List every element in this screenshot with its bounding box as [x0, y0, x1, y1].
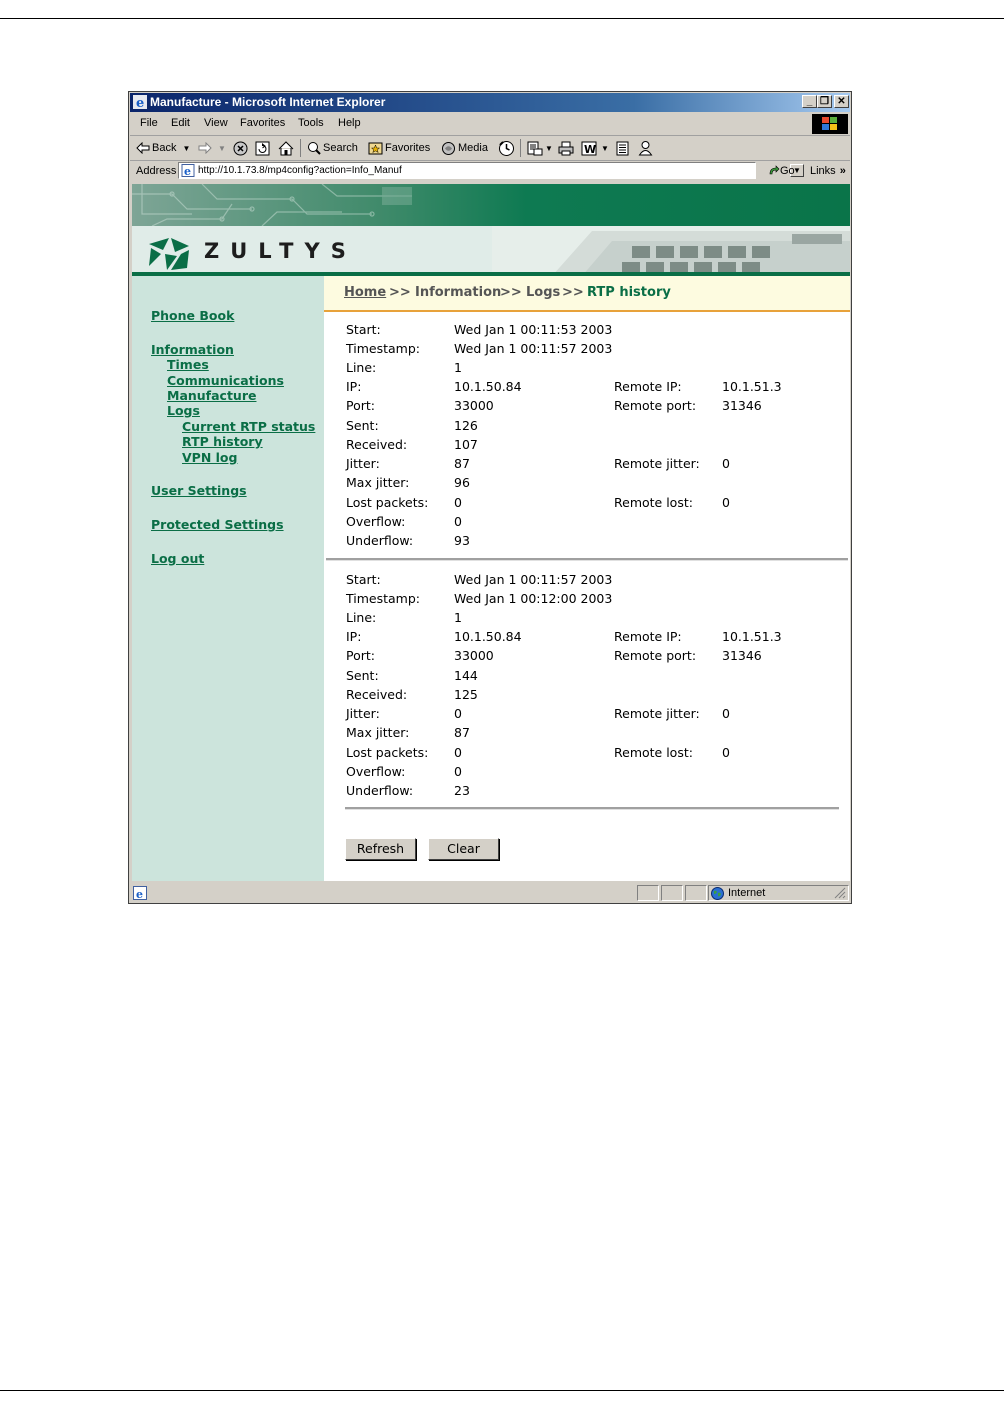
menu-edit[interactable]: Edit: [171, 117, 190, 129]
svg-text:e: e: [184, 165, 191, 177]
sidebar-nav: [132, 276, 324, 881]
go-arrow-icon: [768, 165, 780, 176]
max-jitter-value: 96: [454, 475, 470, 490]
ip-label: IP:: [346, 629, 362, 644]
max-jitter-label: Max jitter:: [346, 725, 410, 740]
breadcrumb-information: Information: [415, 285, 502, 300]
nav-user-settings[interactable]: User Settings: [151, 483, 247, 498]
breadcrumb-logs: Logs: [526, 285, 561, 300]
sent-label: Sent:: [346, 668, 379, 683]
browser-window: [128, 91, 852, 904]
forward-button[interactable]: [198, 139, 226, 157]
toolbar-divider: [520, 139, 521, 157]
line-value: 1: [454, 360, 462, 375]
zultys-logo-icon: [147, 236, 191, 272]
nav-current-rtp-status[interactable]: Current RTP status: [182, 419, 316, 434]
record-divider: [345, 807, 839, 810]
sent-label: Sent:: [346, 418, 379, 433]
discuss-button[interactable]: [615, 139, 630, 157]
timestamp-value: Wed Jan 1 00:12:00 2003: [454, 591, 613, 606]
home-icon: [278, 141, 294, 156]
max-jitter-value: 87: [454, 725, 470, 740]
word-edit-icon: [581, 141, 597, 156]
remote-port-label: Remote port:: [614, 648, 697, 663]
zultys-logo-text: ZULTYS: [204, 239, 357, 263]
refresh-page-button[interactable]: [255, 139, 270, 157]
forward-dropdown-icon: ▼: [218, 143, 226, 153]
edit-button[interactable]: [581, 139, 609, 157]
forward-arrow-icon: [198, 142, 212, 154]
history-button[interactable]: [498, 139, 515, 157]
address-label: Address: [136, 165, 177, 177]
svg-text:e: e: [136, 96, 145, 109]
print-button[interactable]: [558, 139, 574, 157]
links-label: Links: [810, 165, 836, 177]
port-value: 33000: [454, 648, 494, 663]
discuss-icon: [615, 141, 630, 156]
media-button[interactable]: [441, 139, 488, 157]
nav-communications[interactable]: Communications: [167, 373, 284, 388]
search-label: Search: [323, 142, 358, 154]
remote-port-label: Remote port:: [614, 398, 697, 413]
web-content: [132, 184, 850, 881]
start-label: Start:: [346, 322, 381, 337]
page-top-rule: [0, 18, 1004, 19]
zone-label: Internet: [728, 887, 766, 899]
line-label: Line:: [346, 610, 377, 625]
mail-dropdown-icon: ▼: [545, 143, 553, 153]
standard-toolbar: [130, 136, 850, 161]
back-label: Back: [152, 142, 177, 154]
remote-jitter-value: 0: [722, 706, 730, 721]
overflow-label: Overflow:: [346, 764, 406, 779]
ip-value: 10.1.50.84: [454, 629, 522, 644]
start-label: Start:: [346, 572, 381, 587]
port-label: Port:: [346, 648, 375, 663]
underflow-label: Underflow:: [346, 783, 414, 798]
page-icon: [181, 164, 195, 177]
breadcrumb-home[interactable]: Home: [344, 285, 387, 300]
status-bar: [130, 883, 850, 903]
nav-protected-settings[interactable]: Protected Settings: [151, 517, 284, 532]
jitter-value: 87: [454, 456, 470, 471]
overflow-value: 0: [454, 764, 462, 779]
breadcrumb-current: RTP history: [587, 285, 671, 300]
chevron-right-icon: »: [839, 165, 846, 177]
back-arrow-icon: [136, 142, 150, 154]
close-button[interactable]: ✕: [834, 95, 849, 108]
breadcrumb-separator: >>: [500, 285, 522, 300]
globe-icon: [711, 887, 724, 900]
header-banner: [132, 184, 850, 276]
overflow-label: Overflow:: [346, 514, 406, 529]
received-label: Received:: [346, 687, 408, 702]
underflow-value: 23: [454, 783, 470, 798]
underflow-value: 93: [454, 533, 470, 548]
status-text-cell: [132, 885, 635, 901]
address-dropdown-icon[interactable]: ▼: [790, 164, 804, 177]
nav-rtp-history[interactable]: RTP history: [182, 434, 263, 449]
breadcrumb-separator: >>: [389, 285, 411, 300]
jitter-label: Jitter:: [346, 456, 380, 471]
clear-button[interactable]: Clear: [428, 838, 499, 860]
remote-jitter-label: Remote jitter:: [614, 456, 700, 471]
ip-value: 10.1.50.84: [454, 379, 522, 394]
media-icon: [441, 141, 456, 156]
remote-ip-value: 10.1.51.3: [722, 629, 782, 644]
breadcrumb-separator: >>: [562, 285, 584, 300]
page-bottom-rule: [0, 1390, 1004, 1391]
links-button[interactable]: [810, 165, 846, 177]
menu-view[interactable]: View: [204, 117, 228, 129]
toolbar-divider: [300, 139, 301, 157]
timestamp-label: Timestamp:: [346, 341, 420, 356]
received-label: Received:: [346, 437, 408, 452]
media-label: Media: [458, 142, 488, 154]
svg-text:W: W: [584, 142, 597, 156]
svg-text:e: e: [136, 888, 143, 900]
record-divider: [326, 558, 848, 561]
nav-vpn-log[interactable]: VPN log: [182, 450, 238, 465]
start-value: Wed Jan 1 00:11:53 2003: [454, 322, 613, 337]
line-label: Line:: [346, 360, 377, 375]
messenger-button[interactable]: [638, 139, 653, 157]
nav-manufacture[interactable]: Manufacture: [167, 388, 257, 403]
stop-icon: [233, 141, 248, 156]
refresh-button[interactable]: Refresh: [345, 838, 416, 860]
underflow-label: Underflow:: [346, 533, 414, 548]
ie-logo-icon: [133, 95, 147, 109]
overflow-value: 0: [454, 514, 462, 529]
back-button[interactable]: [136, 139, 190, 157]
remote-lost-value: 0: [722, 745, 730, 760]
home-button[interactable]: [278, 139, 294, 157]
windows-logo-icon: [812, 114, 848, 134]
back-dropdown-icon: ▼: [182, 143, 191, 153]
go-label: Go: [780, 165, 795, 177]
received-value: 107: [454, 437, 478, 452]
refresh-icon: [255, 141, 270, 156]
edit-dropdown-icon: ▼: [601, 143, 609, 153]
remote-ip-label: Remote IP:: [614, 379, 682, 394]
messenger-icon: [638, 140, 653, 156]
circuit-board-graphic: [132, 184, 462, 226]
status-cell: [685, 885, 707, 901]
remote-lost-label: Remote lost:: [614, 495, 693, 510]
port-label: Port:: [346, 398, 375, 413]
menu-help[interactable]: Help: [338, 117, 361, 129]
security-zone: [708, 885, 849, 901]
remote-ip-value: 10.1.51.3: [722, 379, 782, 394]
ip-label: IP:: [346, 379, 362, 394]
window-title: Manufacture - Microsoft Internet Explorer: [150, 95, 386, 109]
lost-packets-label: Lost packets:: [346, 495, 429, 510]
remote-port-value: 31346: [722, 648, 762, 663]
menu-bar: [130, 113, 850, 136]
menu-tools[interactable]: Tools: [298, 117, 324, 129]
nav-times[interactable]: Times: [167, 357, 209, 372]
lost-packets-value: 0: [454, 745, 462, 760]
port-value: 33000: [454, 398, 494, 413]
search-button[interactable]: [307, 139, 358, 157]
go-button[interactable]: [768, 165, 795, 177]
restore-button[interactable]: ❐: [817, 95, 832, 108]
mail-icon: [527, 141, 543, 156]
search-icon: [307, 141, 321, 155]
menu-file[interactable]: File: [140, 117, 158, 129]
remote-jitter-label: Remote jitter:: [614, 706, 700, 721]
remote-ip-label: Remote IP:: [614, 629, 682, 644]
timestamp-label: Timestamp:: [346, 591, 420, 606]
status-cell: [637, 885, 659, 901]
nav-logs[interactable]: Logs: [167, 403, 200, 418]
jitter-value: 0: [454, 706, 462, 721]
breadcrumb: [324, 276, 850, 312]
title-bar: [130, 93, 850, 112]
resize-grip-icon[interactable]: [834, 887, 846, 899]
nav-log-out[interactable]: Log out: [151, 551, 205, 566]
line-value: 1: [454, 610, 462, 625]
mail-button[interactable]: [527, 139, 553, 157]
stop-button[interactable]: [233, 139, 248, 157]
remote-lost-value: 0: [722, 495, 730, 510]
remote-port-value: 31346: [722, 398, 762, 413]
url-text: http://10.1.73.8/mp4config?action=Info_Manuf: [198, 165, 402, 176]
received-value: 125: [454, 687, 478, 702]
lost-packets-label: Lost packets:: [346, 745, 429, 760]
address-bar: [130, 160, 850, 182]
max-jitter-label: Max jitter:: [346, 475, 410, 490]
sent-value: 126: [454, 418, 478, 433]
remote-lost-label: Remote lost:: [614, 745, 693, 760]
phone-keypad-graphic: [492, 226, 850, 276]
favorites-button[interactable]: [368, 139, 430, 157]
favorites-label: Favorites: [385, 142, 431, 154]
nav-phone-book[interactable]: Phone Book: [151, 308, 235, 323]
lost-packets-value: 0: [454, 495, 462, 510]
status-cell: [661, 885, 683, 901]
minimize-button[interactable]: _: [802, 95, 817, 108]
start-value: Wed Jan 1 00:11:57 2003: [454, 572, 613, 587]
menu-favorites[interactable]: Favorites: [240, 117, 286, 129]
remote-jitter-value: 0: [722, 456, 730, 471]
history-icon: [498, 140, 515, 157]
nav-information[interactable]: Information: [151, 342, 234, 357]
printer-icon: [558, 141, 574, 156]
jitter-label: Jitter:: [346, 706, 380, 721]
favorites-icon: [368, 141, 383, 155]
sent-value: 144: [454, 668, 478, 683]
timestamp-value: Wed Jan 1 00:11:57 2003: [454, 341, 613, 356]
